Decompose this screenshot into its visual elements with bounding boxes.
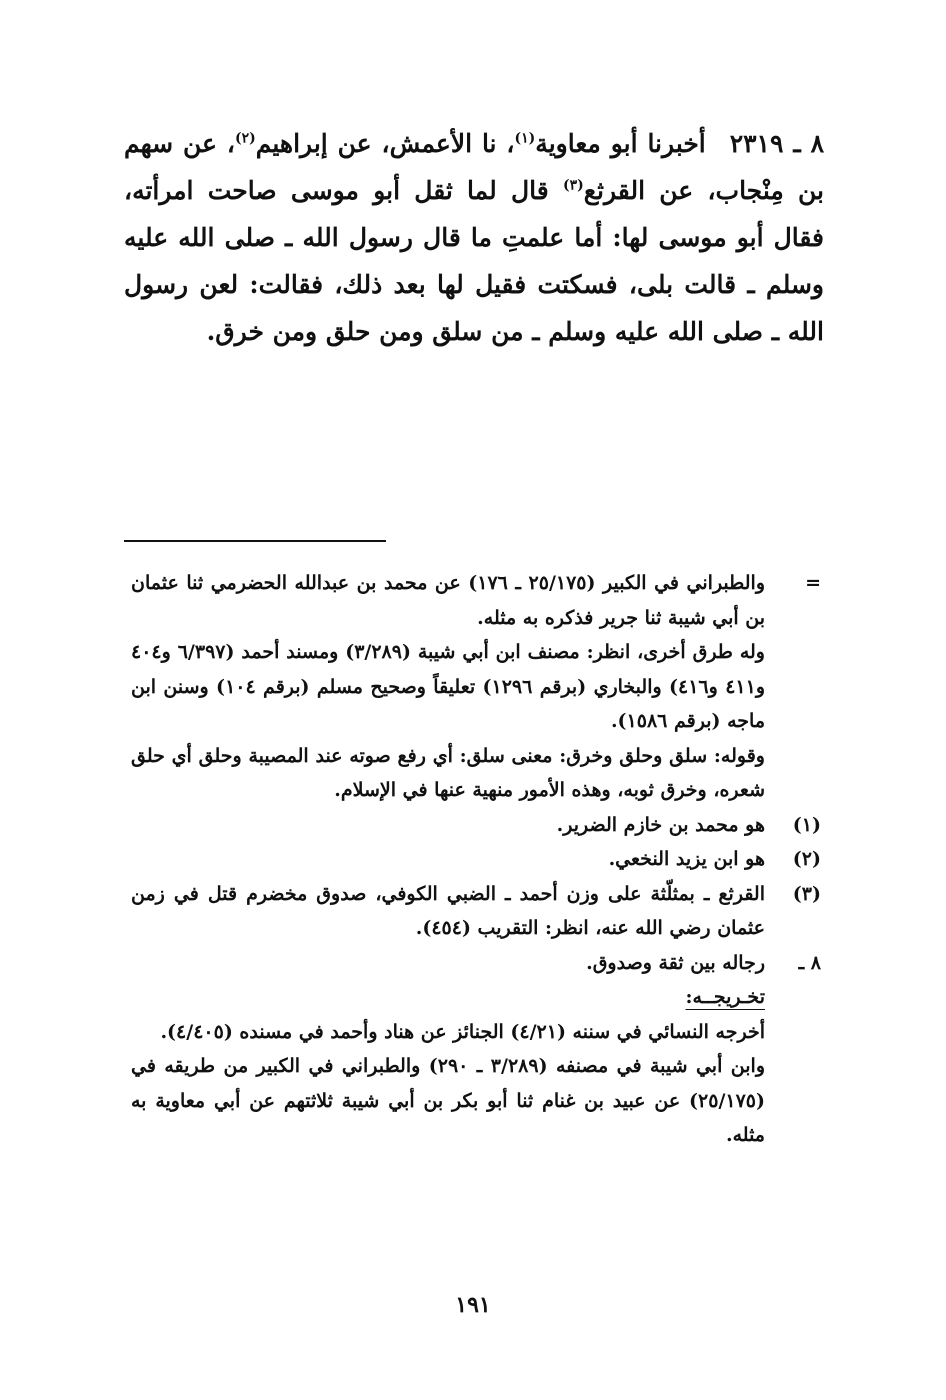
page-number: ١٩١ [455, 1292, 491, 1318]
footnote-text: القرثع ـ بمثلّثة على وزن أحمد ـ الضبي الكوفي، صدوق مخضرم قتل في زمن عثمان رضي الله عنه، انظر: التقريب (٤٥٤). [131, 882, 765, 939]
continuation-mark: = [805, 572, 821, 594]
hadith-line: قال لما ثقل أبو موسى صاحت امرأته، فقال أبو موسى لها: أما علمتِ ما قال رسول الله ـ صلى الله عليه وسلم ـ قالت بلى، فسكتت فقيل لها بعد ذلك، فقالت: لعن رسول الله ـ صلى الله عليه وسلم ـ من سلق ومن حلق ومن خرق. [124, 176, 824, 346]
hadith-text [124, 120, 824, 355]
footnote-text: رجاله بين ثقة وصدوق. [586, 951, 765, 974]
takhrij-paragraph: وابن أبي شيبة في مصنفه (٣/٢٨٩ ـ ٢٩٠) والطبراني في الكبير من طريقه في (٢٥/١٧٥) عن عبيد بن غنام ثنا أبو بكر بن أبي شيبة ثلاثتهم عن أبي معاوية به مثله. [131, 1055, 766, 1146]
takhrij-text [131, 1015, 821, 1153]
footnote-ref: (٢) [234, 130, 256, 147]
hadith-number: ٨ ـ ٢٣١٩ [729, 129, 824, 158]
footnote-number: ٨ ـ [798, 951, 821, 974]
footnote-2 [131, 842, 821, 877]
footnote-paragraph: والطبراني في الكبير (٢٥/١٧٥ ـ ١٧٦) عن محمد بن عبدالله الحضرمي ثنا عثمان بن أبي شيبة ثنا جرير فذكره به مثله. [131, 572, 765, 629]
footnote-number: (٣) [792, 882, 821, 905]
footnotes [131, 566, 821, 1153]
footnote-number: (٢) [792, 848, 821, 870]
footnote-ref: (١) [514, 130, 536, 147]
footnote-number: (١) [792, 813, 821, 836]
hadith-line: ، عن سهم بن مِنْجاب، عن القرثع [124, 129, 824, 205]
hadith-line: ، نا الأعمش، عن إبراهيم [255, 129, 515, 158]
footnote-text: هو ابن يزيد النخعي. [608, 848, 765, 870]
footnote-ref: (٣) [562, 177, 584, 194]
footnote-continuation [131, 566, 821, 808]
footnote-hadith-8 [131, 946, 821, 981]
takhrij-heading: تخـريجــه: [685, 986, 765, 1008]
footnote-paragraph: وله طرق أخرى، انظر: مصنف ابن أبي شيبة (٣/٢٨٩) ومسند أحمد (٦/٣٩٧ و٤٠٤ و٤١١ و٤١٦) والبخاري (برقم ١٢٩٦) تعليقاً وصحيح مسلم (برقم ١٠٤) وسنن ابن ماجه (برقم ١٥٨٦). [131, 641, 765, 732]
footnote-separator [124, 540, 386, 542]
footnote-paragraph: وقوله: سلق وحلق وخرق: معنى سلق: أي رفع صوته عند المصيبة وحلق أي حلق شعره، وخرق ثوبه، وهذه الأمور منهية عنها في الإسلام. [131, 744, 765, 801]
hadith-line: أخبرنا أبو معاوية [535, 129, 706, 158]
footnote-text: هو محمد بن خازم الضرير. [556, 813, 765, 836]
footnote-1 [131, 808, 821, 843]
takhrij-paragraph: أخرجه النسائي في سننه (٤/٢١) الجنائز عن هناد وأحمد في مسنده (٤/٤٠٥). [160, 1020, 765, 1043]
footnote-3 [131, 877, 821, 946]
footnote-body [131, 566, 765, 808]
